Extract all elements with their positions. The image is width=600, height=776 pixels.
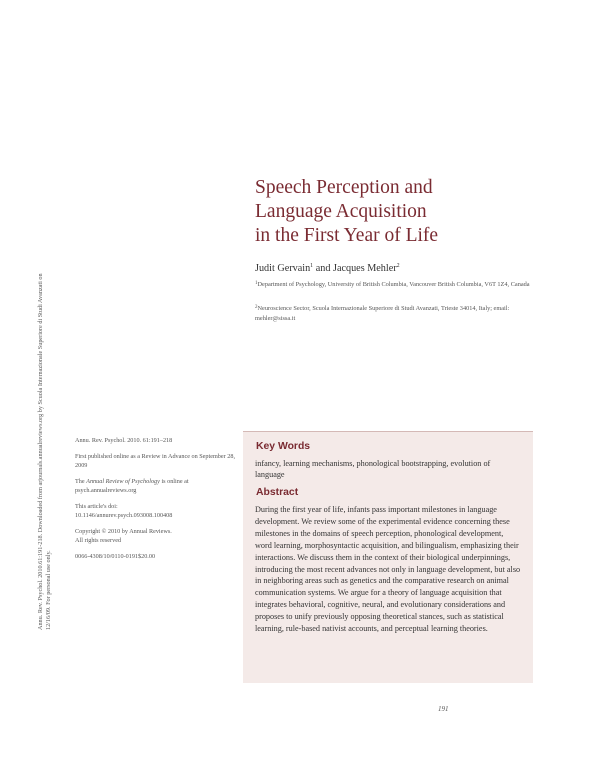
- keywords-abstract-panel: [243, 431, 533, 683]
- journal-name: Annual Review of Psychology: [86, 478, 160, 485]
- copyright-text: Copyright © 2010 by Annual Reviews.: [75, 528, 172, 535]
- affiliation-number: 1: [255, 281, 258, 286]
- copyright: [75, 527, 235, 545]
- doi: 10.1146/annurev.psych.093008.100408: [75, 512, 173, 519]
- affiliation-number: 2: [255, 305, 258, 310]
- keywords-heading: Key Words: [256, 441, 311, 452]
- title-line: Speech Perception and: [255, 177, 433, 198]
- panel-top-rule: [243, 431, 533, 432]
- author-joiner: and: [313, 263, 333, 274]
- affiliation-text: Neuroscience Sector, Scuola Internazionale Superiore di Studi Avanzati, Trieste 34014, Italy; email: mehler@sissa.it: [255, 305, 510, 322]
- citation: Annu. Rev. Psychol. 2010. 61:191–218: [75, 437, 173, 444]
- author-name: Judit Gervain: [255, 263, 311, 274]
- doi-label: This article's doi:: [75, 503, 118, 510]
- online-post: is online at psych.annualreviews.org: [75, 478, 189, 494]
- affiliation-1: [255, 279, 530, 290]
- page-number: 191: [438, 705, 449, 713]
- author-affiliation-mark: 1: [310, 263, 314, 269]
- affiliation-text: Department of Psychology, University of British Columbia, Vancouver British Columbia, V6T 1Z4, Canada: [257, 281, 530, 288]
- affiliation-2: [255, 303, 530, 324]
- author-affiliation-mark: 2: [396, 263, 400, 269]
- keywords-text: infancy, learning mechanisms, phonological bootstrapping, evolution of language: [255, 459, 491, 479]
- publication-info: [75, 436, 235, 568]
- issn: 0066-4308/10/0110-0191$20.00: [75, 553, 156, 560]
- article-title: [255, 176, 575, 248]
- first-published: First published online as a Review in Advance on September 28, 2009: [75, 453, 235, 469]
- abstract-text: During the first year of life, infants pass important milestones in language development. We review some of the experimental evidence concerning these milestones in the domains of speech perception, phonological development, word learning, morphosyntactic acquisition, and bilingualism, emphasizing their interactions. We discuss them in the context of their biological underpinnings, introducing the most recent advances not only in language development, but also in neighboring areas such as genetics and the comparative research on animal communication systems. We argue for a theory of language acquisition that integrates behavioral, cognitive, neural, and evolutionary considerations and proposes to unify previously opposing theoretical stances, such as statistical learning, rule-based nativist accounts, and perceptual learning theories.: [255, 505, 521, 634]
- download-note: Annu. Rev. Psychol. 2010.61:191-218. Downloaded from arjournals.annualreviews.org by Scuola Internazionale Superiore di Studi Avanzati on 12/16/09. For personal use only.: [37, 273, 52, 630]
- online-pre: The: [75, 478, 87, 485]
- title-line: Language Acquisition: [255, 201, 427, 222]
- title-line: in the First Year of Life: [255, 225, 439, 246]
- abstract-heading: Abstract: [256, 487, 299, 498]
- online-info: [75, 477, 235, 495]
- doi-info: [75, 502, 235, 520]
- rights-text: All rights reserved: [75, 537, 122, 544]
- author-line: [255, 263, 400, 274]
- author-name: Jacques Mehler: [332, 263, 397, 274]
